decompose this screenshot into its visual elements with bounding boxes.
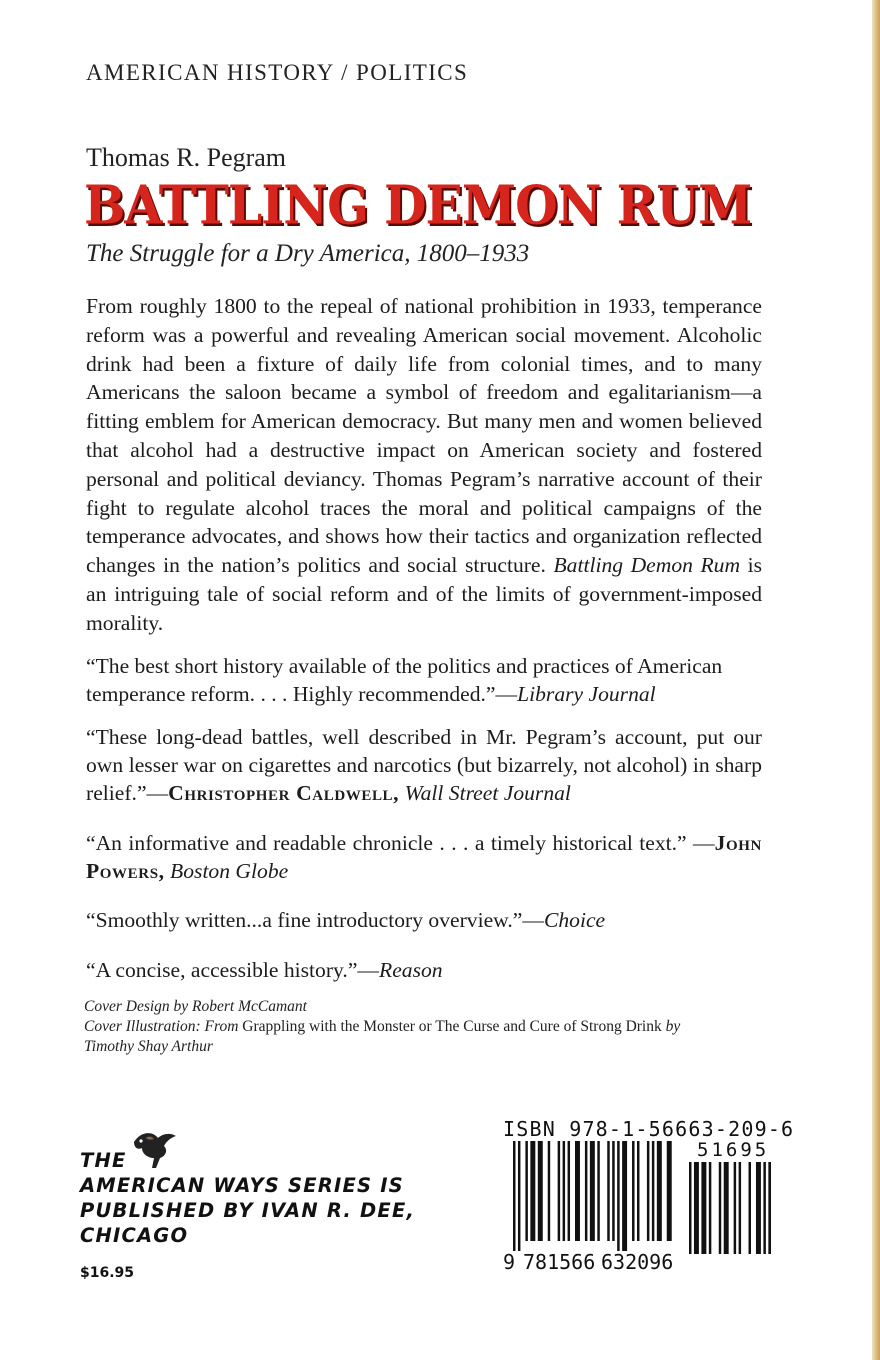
review-outlet: Boston Globe	[170, 859, 289, 883]
blurb-part-1: From roughly 1800 to the repeal of national prohibition in 1933, temperance reform was a powerful and revealing American social movement. Alcoholic drink had been a fixture of daily life from colonial times, and to many Americans the saloon became a symbol of freedom and egalitarianism—a fitting emblem for American democracy. But many men and women believed that alcohol had a destructive impact on American society and fostered personal and political deviancy. Thomas Pegram’s narrative account of their fight to regulate alcohol traces the moral and political campaigns of the temperance advocates, and shows how their tactics and organization reflected changes in the nation’s politics and social structure.	[86, 294, 762, 578]
description-blurb	[86, 292, 762, 638]
book-subtitle: The Struggle for a Dry America, 1800–1933	[86, 240, 530, 267]
illustration-credit-prefix: Cover Illustration: From	[84, 1018, 239, 1035]
price-addon-barcode	[689, 1162, 771, 1254]
barcode-bar	[734, 1162, 736, 1254]
barcode-bar	[617, 1141, 619, 1251]
review-quote	[86, 906, 762, 934]
barcode-bar	[530, 1141, 535, 1241]
publisher-statement	[80, 1148, 415, 1248]
review-person: Christopher Caldwell,	[168, 781, 400, 805]
publisher-line: PUBLISHED BY IVAN R. DEE,	[80, 1199, 416, 1222]
barcode-bar	[694, 1162, 699, 1254]
review-outlet: Choice	[543, 908, 606, 932]
review-quote	[86, 829, 762, 885]
ean-right-digits: 632096	[601, 1250, 674, 1274]
barcode-bar	[749, 1162, 751, 1254]
publisher-line: THE	[80, 1149, 127, 1172]
publisher-line: AMERICAN WAYS SERIES IS	[80, 1174, 404, 1197]
illustration-work-title: Grappling with the Monster or The Curse and Cure of Strong Drink	[238, 1018, 666, 1035]
barcode-bar	[652, 1141, 654, 1241]
barcode-bar	[518, 1141, 520, 1251]
barcode-bar	[689, 1162, 691, 1254]
illustration-artist: Timothy Shay Arthur	[84, 1038, 213, 1055]
ean-first-digit: 9	[503, 1250, 516, 1274]
category-label: AMERICAN HISTORY / POLITICS	[86, 60, 469, 85]
price-label: $16.95	[80, 1265, 135, 1281]
review-quote	[86, 956, 762, 984]
review-outlet: Wall Street Journal	[404, 781, 571, 805]
barcode-bar	[558, 1141, 560, 1241]
author-name: Thomas R. Pegram	[86, 143, 287, 172]
addon-digits: 51695	[697, 1139, 770, 1161]
book-title: BATTLING DEMON RUM	[84, 174, 752, 237]
review-text: “An informative and readable chronicle . . . a timely historical text.” —	[86, 831, 715, 855]
barcode-bar	[575, 1141, 580, 1241]
barcode-bar	[647, 1141, 649, 1241]
review-quote	[86, 652, 762, 708]
barcode-bar	[756, 1162, 761, 1254]
barcode-bar	[622, 1141, 627, 1251]
barcode-bar	[763, 1162, 765, 1254]
barcode-bar	[525, 1141, 527, 1241]
ean-barcode	[513, 1141, 673, 1251]
review-outlet: Reason	[379, 958, 443, 982]
review-text: “A concise, accessible history.”—	[86, 958, 380, 982]
barcode-bar	[637, 1141, 639, 1241]
barcode-bar	[719, 1162, 721, 1254]
review-person: John Powers,	[86, 831, 762, 883]
barcode-bar	[548, 1141, 550, 1241]
blurb-part-2: is an intriguing tale of social reform and of the limits of government-imposed morality.	[86, 553, 763, 635]
barcode-bar	[513, 1141, 515, 1251]
illustration-by: by	[665, 1018, 681, 1035]
book-spine-edge	[872, 0, 880, 1360]
barcode-bar	[739, 1162, 741, 1254]
barcode-bar	[768, 1162, 771, 1254]
review-outlet: Library Journal	[517, 682, 656, 706]
review-text: “Smoothly written...a fine introductory overview.”—	[86, 908, 544, 932]
review-text: “These long-dead battles, well described in Mr. Pegram’s account, put our own lesser war on cigarettes and narcotics (but bizarrely, not alcohol) in sharp relief.”—	[86, 725, 762, 805]
barcode-bar	[590, 1141, 595, 1241]
barcode-bar	[538, 1141, 543, 1241]
barcode-bar	[701, 1162, 706, 1254]
cover-design-credit: Cover Design by Robert McCamant	[84, 998, 307, 1015]
barcode-bar	[563, 1141, 565, 1241]
review-quote	[86, 723, 762, 807]
review-text: “The best short history available of the politics and practices of American temperance reform. . . . Highly recommended.”—	[86, 654, 723, 706]
barcode-bar	[632, 1141, 634, 1241]
barcode-bar	[724, 1162, 729, 1254]
cover-credits	[84, 997, 774, 1057]
ean-left-digits: 781566	[523, 1250, 596, 1274]
barcode-bar	[585, 1141, 587, 1241]
barcode-bar	[568, 1141, 570, 1241]
blurb-title-ref: Battling Demon Rum	[553, 553, 741, 578]
barcode-bar	[709, 1162, 711, 1254]
barcode-bar	[612, 1141, 614, 1241]
publisher-line: CHICAGO	[80, 1224, 189, 1247]
barcode-bar	[657, 1141, 662, 1241]
isbn-label: ISBN 978-1-56663-209-6	[503, 1117, 795, 1141]
barcode-bar	[597, 1141, 599, 1241]
barcode-bar	[667, 1141, 672, 1241]
barcode-bar	[607, 1141, 609, 1241]
